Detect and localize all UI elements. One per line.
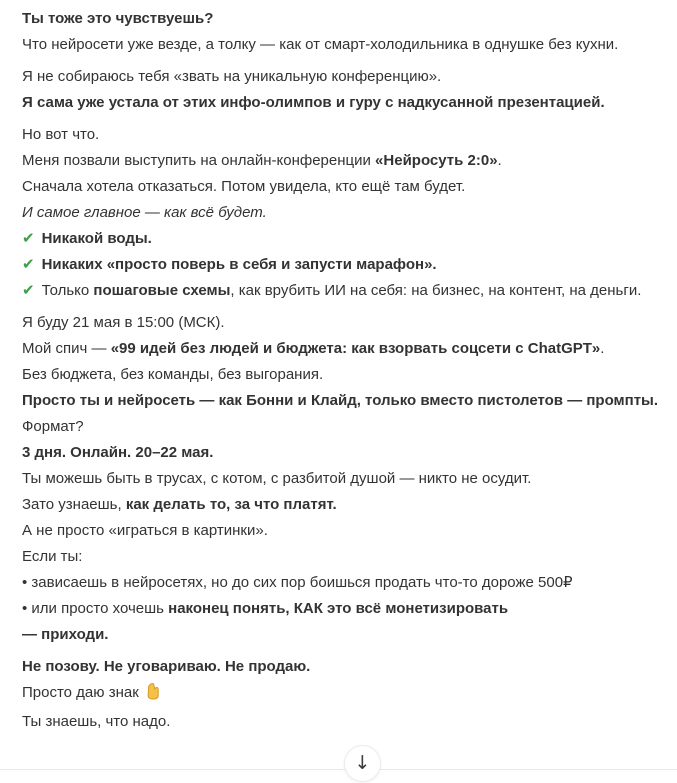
checkmark-icon: ✔ xyxy=(22,256,35,273)
text-segment: Что нейросети уже везде, а толку — как от смарт-холодильника в однушке без кухни. xyxy=(22,36,619,53)
message-line xyxy=(22,310,651,336)
text-segment: Никакой воды. xyxy=(41,230,152,247)
message-line xyxy=(22,654,651,680)
message-line xyxy=(22,174,651,200)
message-line xyxy=(22,388,659,414)
text-segment: Я сама уже устала от этих инфо-олимпов и гуру с надкусанной презентацией. xyxy=(22,94,605,111)
text-segment: Без бюджета, без команды, без выгорания. xyxy=(22,366,324,383)
hand-sign-emoji xyxy=(145,682,161,709)
message-line xyxy=(22,90,651,116)
message-line xyxy=(22,570,651,596)
text-segment: Я не собираюсь тебя «звать на уникальную конференцию». xyxy=(22,68,442,85)
text-segment: Просто даю знак xyxy=(22,684,143,701)
message-line xyxy=(22,466,651,492)
text-segment: Только xyxy=(41,282,94,299)
text-segment: — приходи. xyxy=(22,626,109,643)
message-line xyxy=(22,680,651,709)
bottom-divider xyxy=(0,769,677,770)
message-line xyxy=(22,226,651,252)
text-segment: Ты можешь быть в трусах, с котом, с разбитой душой — никто не осудит. xyxy=(22,470,532,487)
text-segment: Ты знаешь, что надо. xyxy=(22,713,171,730)
message-line xyxy=(22,709,651,735)
message-line xyxy=(22,518,651,544)
text-segment: «99 идей без людей и бюджета: как взорвать соцсети с ChatGPT» xyxy=(110,340,601,357)
message-line xyxy=(22,544,651,570)
text-segment: . xyxy=(600,340,605,357)
text-segment: Мой спич — xyxy=(22,340,111,357)
message-line xyxy=(22,596,651,622)
message-line xyxy=(22,622,651,648)
text-segment: наконец понять, КАК это всё монетизировать xyxy=(168,600,509,617)
text-segment: Формат? xyxy=(22,418,84,435)
message-line xyxy=(22,200,651,226)
message-line xyxy=(22,414,651,440)
text-segment: Я буду 21 мая в 15:00 (МСК). xyxy=(22,314,225,331)
text-segment: Сначала хотела отказаться. Потом увидела, кто ещё там будет. xyxy=(22,178,466,195)
message-line xyxy=(22,122,651,148)
text-segment: Если ты: xyxy=(22,548,83,565)
message-line xyxy=(22,6,651,32)
text-segment: Ты тоже это чувствуешь? xyxy=(22,10,214,27)
checkmark-icon: ✔ xyxy=(22,230,35,247)
text-segment: 3 дня. Онлайн. 20–22 мая. xyxy=(22,444,214,461)
message-line xyxy=(22,278,651,304)
message-line xyxy=(22,148,651,174)
text-segment: • или просто хочешь xyxy=(22,600,169,617)
text-segment: «Нейросуть 2:0» xyxy=(375,152,498,169)
message-line xyxy=(22,440,651,466)
text-segment: Не позову. Не уговариваю. Не продаю. xyxy=(22,658,311,675)
text-segment: пошаговые схемы xyxy=(93,282,231,299)
checkmark-icon: ✔ xyxy=(22,282,35,299)
message-line xyxy=(22,252,651,278)
message-line xyxy=(22,32,651,58)
scroll-down-button[interactable] xyxy=(344,745,381,782)
message-line xyxy=(22,362,651,388)
arrow-down-icon: ↓ xyxy=(354,752,371,774)
text-segment: Просто ты и нейросеть — как Бонни и Клайд, только вместо пистолетов — промпты. xyxy=(22,392,659,409)
message-line xyxy=(22,492,651,518)
text-segment: Зато узнаешь, xyxy=(22,496,126,513)
text-segment: Никаких «просто поверь в себя и запусти марафон». xyxy=(41,256,437,273)
message-line xyxy=(22,336,651,362)
text-segment: • зависаешь в нейросетях, но до сих пор боишься продать что-то дороже 500₽ xyxy=(22,574,573,591)
text-segment: Но вот что. xyxy=(22,126,100,143)
text-segment: как делать то, за что платят. xyxy=(125,496,337,513)
text-segment: , как врубить ИИ на себя: на бизнес, на контент, на деньги. xyxy=(230,282,642,299)
text-segment: А не просто «играться в картинки». xyxy=(22,522,268,539)
text-segment: И самое главное — как всё будет. xyxy=(22,204,267,221)
message-line xyxy=(22,64,651,90)
text-segment: . xyxy=(497,152,502,169)
text-segment: Меня позвали выступить на онлайн-конференции xyxy=(22,152,376,169)
